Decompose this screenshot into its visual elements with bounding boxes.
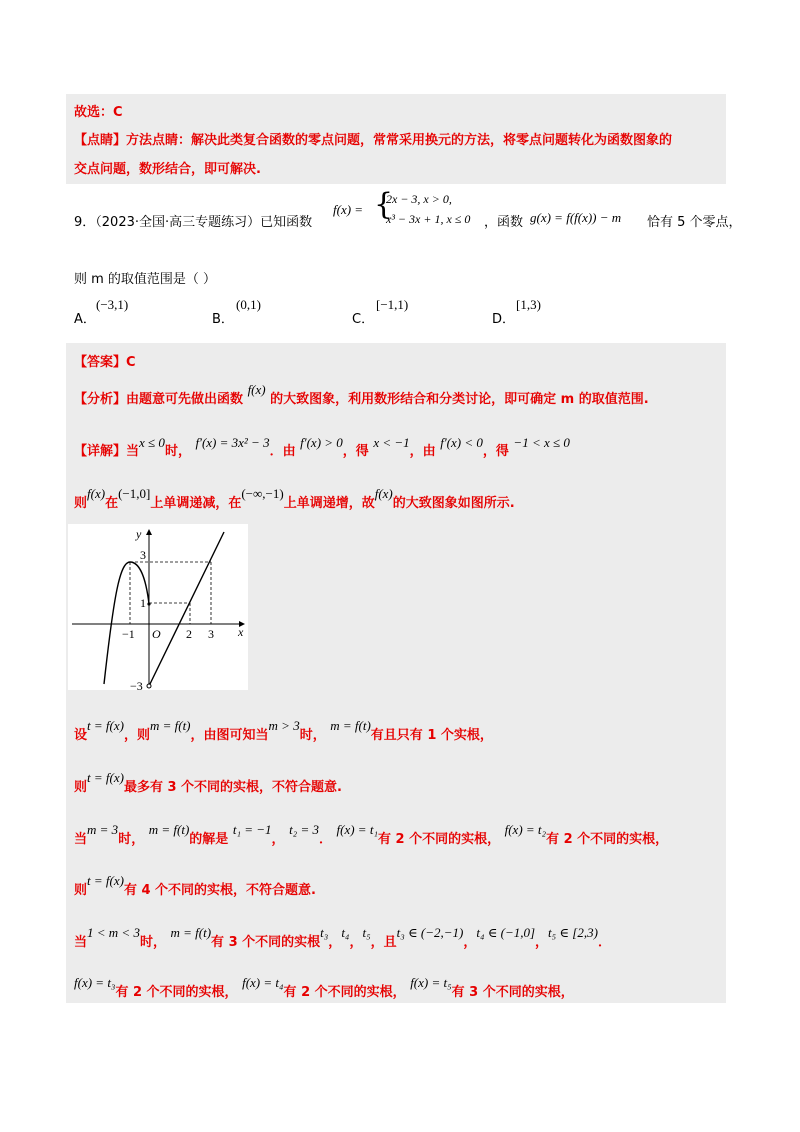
s3-f2: f(x) = t₂ xyxy=(504,822,547,837)
s5-t4: t₄ xyxy=(341,925,350,940)
question-source: （2023·全国·高三专题练习）已知函数 xyxy=(95,215,313,230)
function-definition: f(x) = xyxy=(333,202,364,217)
cubic-branch xyxy=(104,562,149,684)
step-line-5 xyxy=(74,925,611,950)
answer-label: 【答案】C xyxy=(74,355,136,370)
tick-y1: 1 xyxy=(140,596,146,610)
s5-d: ， xyxy=(328,935,342,950)
option-c-label: C． xyxy=(352,312,375,327)
analysis-text-b: 的大致图象，利用数形结合和分类讨论，即可确定 m 的取值范围. xyxy=(270,392,649,407)
chosen-answer: 故选：C xyxy=(74,105,123,120)
step-line-2 xyxy=(74,770,342,795)
step-line-1 xyxy=(74,718,493,743)
s3-t1: t₁ = −1 xyxy=(232,822,272,837)
detail-line-1 xyxy=(74,435,570,459)
s1-cond: m > 3 xyxy=(268,718,300,733)
d1-deriv: f′(x) = 3x² − 3 xyxy=(195,435,270,450)
tick-ym3: −3 xyxy=(130,679,143,690)
d1-cond: x ≤ 0 xyxy=(139,435,165,450)
s5-i: ． xyxy=(597,935,611,950)
s5-t5: t₅ xyxy=(362,925,371,940)
option-b xyxy=(212,308,234,327)
s3-f1: f(x) = t₁ xyxy=(336,822,378,837)
d1-neg: f′(x) < 0 xyxy=(440,435,483,450)
detail-line-2 xyxy=(74,486,515,511)
d2-e: 的大致图象如图所示. xyxy=(392,496,515,511)
s3-e: ． xyxy=(318,832,332,847)
s3-t2: t₂ = 3 xyxy=(289,822,319,837)
s3-d: ， xyxy=(271,832,285,847)
step-line-4 xyxy=(74,873,316,898)
s3-f: 有 2 个不同的实根， xyxy=(377,832,501,847)
analysis-line xyxy=(74,382,649,407)
y-label: y xyxy=(136,527,142,541)
tick-x2: 2 xyxy=(186,627,192,641)
s3-m: m = f(t) xyxy=(148,822,190,837)
s1-t: t = f(x) xyxy=(87,718,124,733)
d1-r1: x < −1 xyxy=(373,435,410,450)
piecewise-brace: { xyxy=(374,187,394,222)
s5-m: m = f(t) xyxy=(170,925,212,940)
d1-c: ．由 xyxy=(269,444,296,459)
origin-label: O xyxy=(152,627,161,641)
open-point xyxy=(147,684,151,688)
tick-y3: 3 xyxy=(140,548,146,562)
question-number: 9． xyxy=(74,215,96,230)
d2-d: 上单调递增，故 xyxy=(283,496,375,511)
tick-x3: 3 xyxy=(208,627,214,641)
analysis-text-a: 由题意可先做出函数 xyxy=(126,392,244,407)
g-expression: g(x) = f(f(x)) − m xyxy=(530,210,622,225)
step-line-6 xyxy=(74,975,574,1000)
d2-i2: (−∞,−1) xyxy=(241,486,284,501)
d2-f: f(x) xyxy=(87,486,106,501)
s1-a: 设 xyxy=(74,728,88,743)
d2-i1: (−1,0] xyxy=(118,486,151,501)
s2-b: 最多有 3 个不同的实根，不符合题意. xyxy=(123,780,342,795)
comment-text-1: 方法点睛：解决此类复合函数的零点问题，常常采用换元的方法，将零点问题转化为函数图象的 xyxy=(126,133,673,148)
s3-cond: m = 3 xyxy=(87,822,119,837)
step-line-3 xyxy=(74,822,669,847)
linear-branch xyxy=(149,532,224,686)
graph-svg xyxy=(68,524,248,690)
s5-cond: 1 < m < 3 xyxy=(87,925,140,940)
d1-b: 时， xyxy=(164,444,191,459)
s6-c: 有 3 个不同的实根， xyxy=(451,985,574,1000)
s5-b: 时， xyxy=(139,935,166,950)
comment-line-1 xyxy=(74,129,672,148)
end-point xyxy=(147,602,150,605)
s2-t: t = f(x) xyxy=(87,770,124,785)
d2-b: 在 xyxy=(105,496,119,511)
detail-label: 【详解】 xyxy=(74,444,127,459)
comment-label: 【点睛】 xyxy=(74,133,127,148)
function-graph xyxy=(68,524,248,690)
analysis-label: 【分析】 xyxy=(74,392,127,407)
s1-b: ，则 xyxy=(123,728,150,743)
piece-1: 2x − 3, x > 0, xyxy=(386,192,452,206)
s5-t3: t₃ xyxy=(320,925,329,940)
s6-a: 有 2 个不同的实根， xyxy=(115,985,238,1000)
s5-i5: t₅ ∈ [2,3) xyxy=(548,925,598,940)
x-label: x xyxy=(238,625,244,639)
d1-a: 当 xyxy=(126,444,140,459)
option-c-value: [−1,1) xyxy=(376,297,409,312)
comment-line-2: 交点问题，数形结合，即可解决. xyxy=(74,162,261,177)
d1-d: ，得 xyxy=(342,444,369,459)
option-b-label: B． xyxy=(212,312,234,327)
d2-f2: f(x) xyxy=(374,486,393,501)
option-d-label: D． xyxy=(492,312,516,327)
s3-c: 的解是 xyxy=(189,832,229,847)
s4-t: t = f(x) xyxy=(87,873,124,888)
d1-e: ，由 xyxy=(409,444,436,459)
s5-i3: t₃ ∈ (−2,−1) xyxy=(396,925,464,940)
s5-c: 有 3 个不同的实根 xyxy=(211,935,321,950)
question-tail-text: 恰有 5 个零点， xyxy=(647,215,742,230)
s3-g: 有 2 个不同的实根， xyxy=(546,832,669,847)
s6-f4: f(x) = t₄ xyxy=(242,975,284,990)
d1-pos: f′(x) > 0 xyxy=(300,435,343,450)
option-d xyxy=(492,308,515,327)
s1-m: m = f(t) xyxy=(149,718,191,733)
s4-b: 有 4 个不同的实根，不符合题意. xyxy=(123,883,316,898)
s1-m2: m = f(t) xyxy=(330,718,371,733)
question-line-1 xyxy=(74,211,312,230)
piece-2: x³ − 3x + 1, x ≤ 0 xyxy=(386,212,471,226)
s1-d: 时， xyxy=(299,728,326,743)
s2-a: 则 xyxy=(74,780,88,795)
s5-h: ， xyxy=(535,935,549,950)
s5-f: ，且 xyxy=(370,935,397,950)
d2-c: 上单调递减，在 xyxy=(150,496,242,511)
s3-a: 当 xyxy=(74,832,88,847)
s6-b: 有 2 个不同的实根， xyxy=(283,985,406,1000)
s5-g: ， xyxy=(463,935,477,950)
s5-e: ， xyxy=(349,935,363,950)
option-c xyxy=(352,308,374,327)
option-a-label: A． xyxy=(74,312,96,327)
d1-f: ，得 xyxy=(482,444,509,459)
option-a xyxy=(74,308,96,327)
option-d-value: [1,3) xyxy=(516,297,541,312)
analysis-f: f(x) xyxy=(247,382,266,397)
d2-a: 则 xyxy=(74,496,88,511)
s6-f3: f(x) = t₃ xyxy=(74,975,116,990)
option-a-value: (−3,1) xyxy=(96,297,129,312)
d1-r2: −1 < x ≤ 0 xyxy=(513,435,570,450)
question-mid-text: ，函数 xyxy=(484,215,524,230)
s4-a: 则 xyxy=(74,883,88,898)
s5-a: 当 xyxy=(74,935,88,950)
s3-b: 时， xyxy=(118,832,145,847)
s1-e: 有且只有 1 个实根， xyxy=(370,728,493,743)
s1-c: ，由图可知当 xyxy=(190,728,269,743)
s5-i4: t₄ ∈ (−1,0] xyxy=(476,925,536,940)
question-line-2: 则 m 的取值范围是（ ） xyxy=(74,272,217,287)
option-b-value: (0,1) xyxy=(236,297,261,312)
tick-xm1: −1 xyxy=(122,627,135,641)
s6-f5: f(x) = t₅ xyxy=(410,975,452,990)
